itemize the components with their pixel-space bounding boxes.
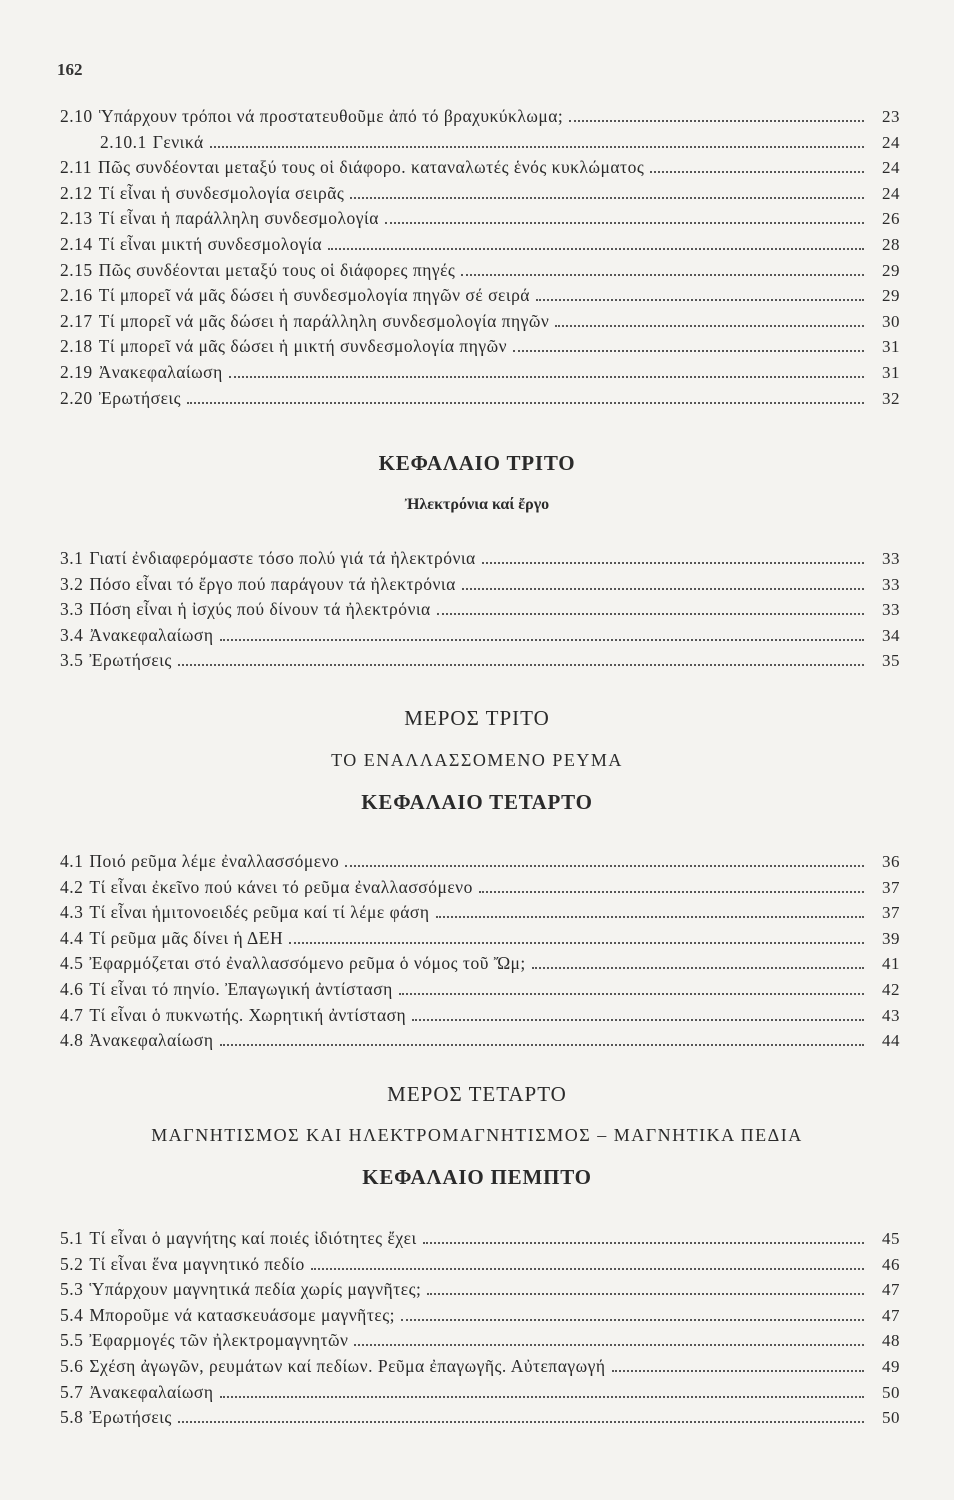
toc-entry [60,977,900,1003]
entry-title: Τί ρεῦμα μᾶς δίνει ἡ ΔΕΗ [89,927,284,948]
toc-entry [60,648,900,674]
dot-leader [210,146,864,148]
dot-leader [178,664,864,666]
dot-leader [220,1044,865,1046]
dot-leader [401,1319,864,1321]
dot-leader [220,639,865,641]
toc-entry [60,206,900,232]
entry-page: 42 [882,979,900,999]
entry-number: 5.8 [60,1407,84,1428]
dot-leader [328,248,864,250]
toc-chapter-4 [60,849,900,1054]
entry-page: 31 [882,337,900,357]
toc-entry [60,130,900,156]
entry-title: Ἀνακεφαλαίωση [98,361,223,382]
entry-title: Ὑπάρχουν τρόποι νά προστατευθοῦμε ἀπό τό βραχυκύκλωμα; [98,106,564,126]
entry-title: Τί εἶναι τό πηνίο. Ἐπαγωγική ἀντίσταση [89,978,393,999]
toc-entry [60,1028,900,1054]
entry-title: Τί εἶναι ἡμιτονοειδές ρεῦμα καί τί λέμε φάση [89,902,430,923]
entry-title: Ποιό ρεῦμα λέμε ἐναλλασσόμενο [89,851,340,871]
toc-entry [60,104,900,130]
dot-leader [350,197,864,199]
entry-number: 2.17 [60,310,93,331]
toc-entry [60,1328,900,1354]
toc-entry [60,283,900,309]
dot-leader [289,942,864,944]
entry-page: 29 [882,286,900,306]
entry-number: 4.5 [60,953,84,974]
entry-number: 5.4 [60,1304,84,1325]
part-3-title: ΤΟ ΕΝΑΛΛΑΣΣΟΜΕΝΟ ΡΕΥΜΑ [331,750,623,770]
entry-page: 33 [882,549,900,568]
dot-leader [555,325,864,327]
toc-entry [60,623,900,649]
toc-entry [60,900,900,926]
toc-entry [60,386,900,412]
entry-number: 2.11 [60,157,92,178]
chapter-3-subtitle: Ἠλεκτρόνια καί ἔργο [404,496,550,513]
toc-entry [60,232,900,258]
toc-entry [60,849,900,875]
entry-number: 5.7 [60,1381,84,1402]
entry-title: Ἀνακεφαλαίωση [89,624,214,645]
toc-entry [60,572,900,598]
entry-title: Τί εἶναι ἐκεῖνο πού κάνει τό ρεῦμα ἐναλλασσόμενο [89,876,473,897]
entry-page: 44 [882,1031,900,1051]
toc-entry [60,1380,900,1406]
page-number: 162 [57,60,83,79]
part-4-title: ΜΑΓΝΗΤΙΣΜΟΣ ΚΑΙ ΗΛΕΚΤΡΟΜΑΓΝΗΤΙΣΜΟΣ – ΜΑΓΝΗΤΙΚΑ ΠΕΔΙΑ [151,1125,803,1145]
chapter-4-heading: ΚΕΦΑΛΑΙΟ ΤΕΤΑΡΤΟ [361,790,593,814]
entry-number: 3.4 [60,624,84,645]
entry-title: Πῶς συνδέονται μεταξύ τους οἱ διάφορο. καταναλωτές ἑνός κυκλώματος [97,157,645,178]
entry-page: 24 [882,183,900,203]
entry-number: 4.3 [60,902,84,923]
entry-page: 32 [882,388,900,408]
entry-page: 47 [882,1305,900,1325]
toc-entry [60,181,900,207]
chapter-5-heading: ΚΕΦΑΛΑΙΟ ΠΕΜΠΤΟ [362,1165,592,1189]
toc-entry [60,926,900,952]
entry-page: 30 [882,311,900,331]
entry-number: 4.4 [60,927,84,948]
entry-number: 5.3 [60,1279,84,1300]
dot-leader [513,350,864,352]
dot-leader [187,402,864,404]
entry-number: 2.10.1 [100,131,147,152]
entry-page: 39 [882,928,900,948]
entry-page: 46 [882,1254,900,1274]
entry-page: 45 [882,1229,900,1248]
entry-page: 47 [882,1280,900,1300]
entry-number: 4.8 [60,1030,84,1051]
toc-entry [60,334,900,360]
entry-title: Τί εἶναι ὁ πυκνωτής. Χωρητική ἀντίσταση [89,1004,407,1025]
dot-leader [220,1396,865,1398]
entry-number: 2.20 [60,387,93,408]
toc-entry [60,1277,900,1303]
dot-leader [311,1268,864,1270]
entry-title: Ἀνακεφαλαίωση [89,1381,214,1402]
entry-page: 41 [882,954,900,974]
dot-leader [229,376,864,378]
toc-entry [60,155,900,181]
entry-title: Τί εἶναι ἡ παράλληλη συνδεσμολογία [98,208,379,229]
dot-leader [462,588,864,590]
entry-number: 4.6 [60,978,84,999]
entry-page: 33 [882,574,900,594]
entry-title: Τί εἶναι ἡ συνδεσμολογία σειρᾶς [98,182,345,203]
entry-page: 24 [882,132,900,152]
entry-page: 33 [882,600,900,620]
dot-leader [385,222,864,224]
toc-entry [60,360,900,386]
entry-title: Τί μπορεῖ νά μᾶς δώσει ἡ μικτή συνδεσμολογία πηγῶν [98,336,508,357]
part-4-heading: ΜΕΡΟΣ ΤΕΤΑΡΤΟ [387,1082,567,1106]
entry-title: Ἐρωτήσεις [98,387,182,408]
dot-leader [612,1370,864,1372]
entry-page: 23 [882,107,900,126]
dot-leader [479,891,864,893]
entry-page: 50 [882,1382,900,1402]
dot-leader [178,1421,864,1423]
entry-number: 2.18 [60,336,93,357]
entry-page: 28 [882,234,900,254]
entry-title: Γενικά [152,131,204,152]
entry-title: Πῶς συνδέονται μεταξύ τους οἱ διάφορες πηγές [98,259,456,280]
entry-number: 3.1 [60,548,84,568]
dot-leader [461,274,864,276]
entry-number: 2.13 [60,208,93,229]
entry-number: 2.16 [60,285,93,306]
entry-title: Ἐρωτήσεις [89,1407,172,1428]
dot-leader [354,1344,864,1346]
dot-leader [569,120,864,122]
entry-page: 31 [882,362,900,382]
dot-leader [650,171,864,173]
toc-entry [60,1354,900,1380]
chapter-3-heading: ΚΕΦΑΛΑΙΟ ΤΡΙΤΟ [378,451,576,475]
toc-entry [60,1226,900,1252]
entry-number: 4.2 [60,876,84,897]
entry-page: 24 [882,158,900,178]
entry-title: Ἐφαρμογές τῶν ἠλεκτρομαγνητῶν [89,1330,349,1351]
entry-number: 3.2 [60,573,84,594]
dot-leader [532,967,864,969]
dot-leader [423,1242,864,1244]
dot-leader [345,865,864,867]
dot-leader [399,993,864,995]
entry-page: 49 [882,1356,900,1376]
toc-entry [60,258,900,284]
toc-chapter-3 [60,546,900,674]
entry-number: 3.3 [60,599,84,620]
entry-page: 37 [882,877,900,897]
entry-title: Ἐφαρμόζεται στό ἐναλλασσόμενο ρεῦμα ὁ νόμος τοῦ Ὤμ; [89,953,526,974]
entry-number: 5.5 [60,1330,84,1351]
dot-leader [536,299,864,301]
entry-number: 2.19 [60,361,93,382]
dot-leader [412,1019,864,1021]
entry-title: Μποροῦμε νά κατασκευάσομε μαγνῆτες; [89,1304,396,1325]
toc-entry [60,546,900,572]
entry-title: Σχέση ἀγωγῶν, ρευμάτων καί πεδίων. Ρεῦμα ἐπαγωγῆς. Αὐτεπαγωγή [89,1355,606,1376]
dot-leader [436,916,864,918]
entry-number: 5.6 [60,1355,84,1376]
entry-title: Τί μπορεῖ νά μᾶς δώσει ἡ συνδεσμολογία πηγῶν σέ σειρά [98,285,530,306]
dot-leader [482,562,864,564]
dot-leader [437,613,864,615]
entry-title: Πόσο εἶναι τό ἔργο πού παράγουν τά ἠλεκτρόνια [89,573,456,594]
entry-number: 5.2 [60,1253,84,1274]
toc-entry [60,875,900,901]
entry-page: 34 [882,625,900,645]
toc-entry [60,951,900,977]
entry-number: 5.1 [60,1228,84,1248]
entry-page: 37 [882,903,900,923]
entry-title: Τί εἶναι ἕνα μαγνητικό πεδίο [89,1253,305,1274]
entry-number: 2.12 [60,182,93,203]
entry-page: 48 [882,1331,900,1351]
toc-chapter-5 [60,1226,900,1431]
entry-title: Ἐρωτήσεις [89,650,172,671]
toc-entry [60,1252,900,1278]
entry-page: 29 [882,260,900,280]
entry-number: 4.7 [60,1004,84,1025]
entry-title: Τί εἶναι μικτή συνδεσμολογία [98,233,323,254]
entry-page: 43 [882,1005,900,1025]
toc-entry [60,1003,900,1029]
entry-title: Ἀνακεφαλαίωση [89,1030,214,1051]
entry-title: Γιατί ἐνδιαφερόμαστε τόσο πολύ γιά τά ἠλεκτρόνια [89,548,476,568]
entry-page: 50 [882,1408,900,1428]
entry-number: 2.10 [60,106,93,126]
toc-entry [60,1405,900,1431]
entry-page: 35 [882,651,900,671]
entry-title: Πόση εἶναι ἡ ἰσχύς πού δίνουν τά ἠλεκτρόνια [89,599,431,620]
entry-number: 3.5 [60,650,84,671]
entry-number: 2.15 [60,259,93,280]
dot-leader [427,1293,864,1295]
entry-number: 4.1 [60,851,84,871]
part-3-heading: ΜΕΡΟΣ ΤΡΙΤΟ [404,706,550,730]
entry-page: 26 [882,209,900,229]
toc-entry [60,1303,900,1329]
entry-page: 36 [882,852,900,871]
entry-title: Ὑπάρχουν μαγνητικά πεδία χωρίς μαγνῆτες; [89,1279,422,1300]
entry-title: Τί μπορεῖ νά μᾶς δώσει ἡ παράλληλη συνδεσμολογία πηγῶν [98,310,550,331]
toc-entry [60,597,900,623]
toc-section-2 [60,104,900,411]
entry-title: Τί εἶναι ὁ μαγνήτης καί ποιές ἰδιότητες ἔχει [89,1228,417,1248]
toc-entry [60,309,900,335]
entry-number: 2.14 [60,233,93,254]
